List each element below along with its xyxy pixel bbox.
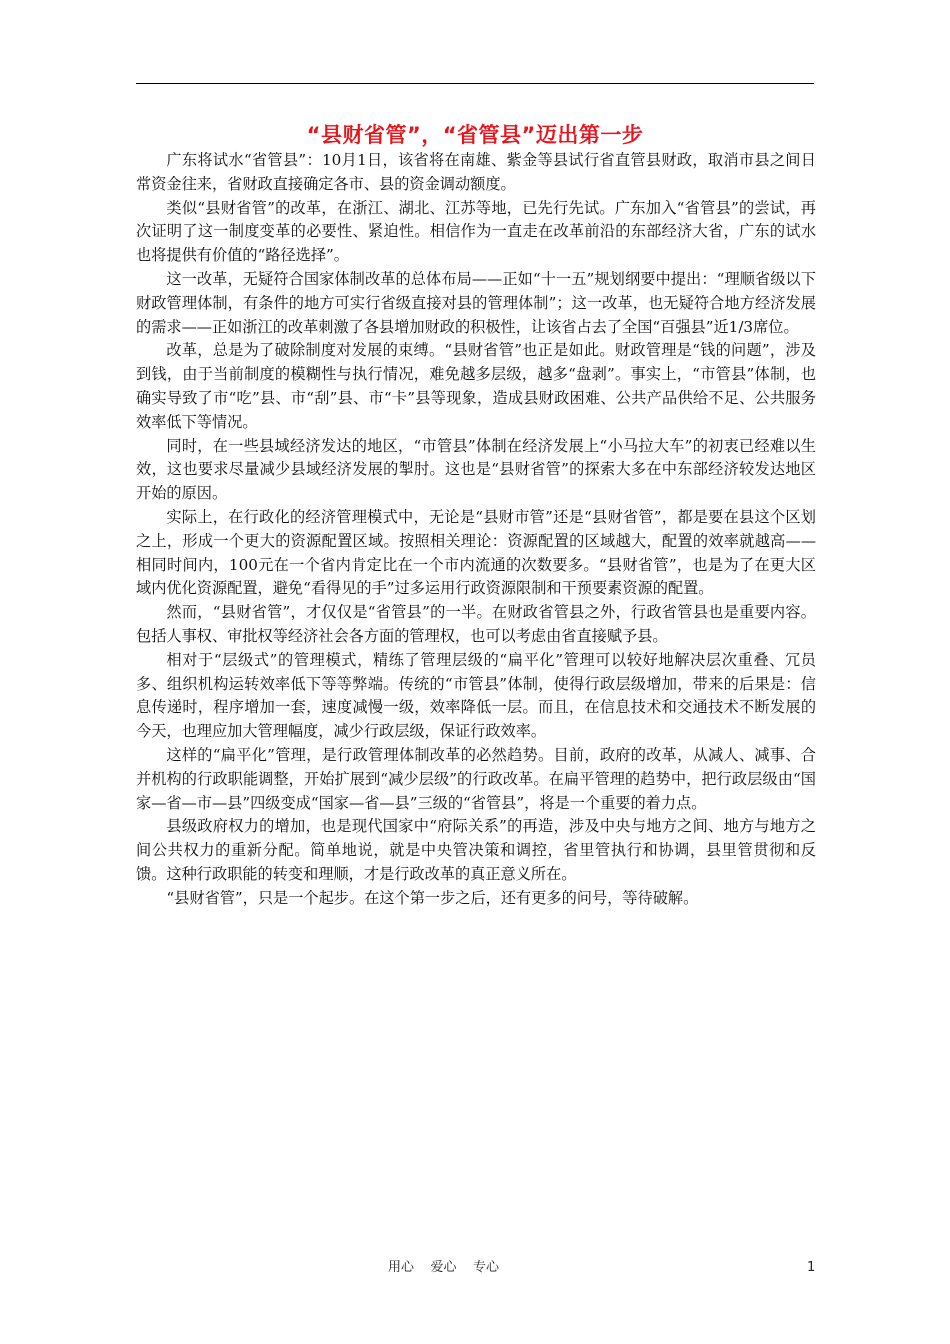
paragraph-10: 县级政府权力的增加，也是现代国家中“府际关系”的再造，涉及中央与地方之间、地方与地方之间公共权力的重新分配。简单地说，就是中央管决策和调控，省里管执行和协调，县里管贯彻和反馈。这种行政职能的转变和理顺，才是行政改革的真正意义所在。: [136, 817, 816, 883]
paragraph-4: 改革，总是为了破除制度对发展的束缚。“县财省管”也正是如此。财政管理是“钱的问题”，涉及到钱，由于当前制度的模糊性与执行情况，难免越多层级，越多“盘剥”。事实上，“市管县”体制，也确实导致了市“吃”县、市“刮”县、市“卡”县等现象，造成县财政困难、公共产品供给不足、公共服务效率低下等情况。: [136, 341, 816, 431]
header-rule: [136, 83, 814, 84]
article-title: “县财省管”，“省管县”迈出第一步: [306, 123, 644, 147]
paragraph-11: “县财省管”，只是一个起步。在这个第一步之后，还有更多的问号，等待破解。: [166, 888, 699, 907]
paragraph-6: 实际上，在行政化的经济管理模式中，无论是“县财市管”还是“县财省管”，都是要在县这个区划之上，形成一个更大的资源配置区域。按照相关理论：资源配置的区域越大，配置的效率就越高——相同时间内，100元在一个省内肯定比在一个市内流通的次数要多。“县财省管”，也是为了在更大区域内优化资源配置，避免“看得见的手”过多运用行政资源限制和干预要素资源的配置。: [136, 507, 816, 598]
paragraph-9: 这样的“扁平化”管理，是行政管理体制改革的必然趋势。目前，政府的改革，从减人、减事、合并机构的行政职能调整，开始扩展到“减少层级”的行政改革。在扁平管理的趋势中，把行政层级由“国家—省—市—县”四级变成“国家—省—县”三级的“省管县”，将是一个重要的着力点。: [136, 745, 816, 812]
footer-motto: 用心 爱心 专心: [388, 1260, 500, 1275]
paragraph-8: 相对于“层级式”的管理模式，精练了管理层级的“扁平化”管理可以较好地解决层次重叠、冗员多、组织机构运转效率低下等等弊端。传统的“市管县”体制，使得行政层级增加，带来的后果是：信息传递时，程序增加一套，速度减慢一级，效率降低一层。而且，在信息技术和交通技术不断发展的今天，也理应加大管理幅度，减少行政层级，保证行政效率。: [136, 650, 816, 741]
paragraph-2: 类似“县财省管”的改革，在浙江、湖北、江苏等地，已先行先试。广东加入“省管县”的尝试，再次证明了这一制度变革的必要性、紧迫性。相信作为一直走在改革前沿的东部经济大省，广东的试水也将提供有价值的“路径选择”。: [136, 198, 816, 265]
page-number: 1: [807, 1260, 816, 1275]
article-body: [136, 149, 816, 911]
paragraph-7: 然而，“县财省管”，才仅仅是“省管县”的一半。在财政省管县之外，行政省管县也是重要内容。包括人事权、审批权等经济社会各方面的管理权，也可以考虑由省直接赋予县。: [136, 603, 816, 645]
paragraph-3: 这一改革，无疑符合国家体制改革的总体布局——正如“十一五”规划纲要中提出：“理顺省级以下财政管理体制，有条件的地方可实行省级直接对县的管理体制”；这一改革，也无疑符合地方经济发展的需求——正如浙江的改革刺激了各县增加财政的积极性，让该省占去了全国“百强县”近1/3席位。: [136, 269, 816, 336]
paragraph-1: 广东将试水“省管县”：10月1日，该省将在南雄、紫金等县试行省直管县财政，取消市县之间日常资金往来，省财政直接确定各市、县的资金调动额度。: [136, 151, 816, 193]
paragraph-5: 同时，在一些县域经济发达的地区，“市管县”体制在经济发展上“小马拉大车”的初衷已经难以生效，这也要求尽量减少县域经济发展的掣肘。这也是“县财省管”的探索大多在中东部经济较发达地区开始的原因。: [136, 436, 816, 503]
